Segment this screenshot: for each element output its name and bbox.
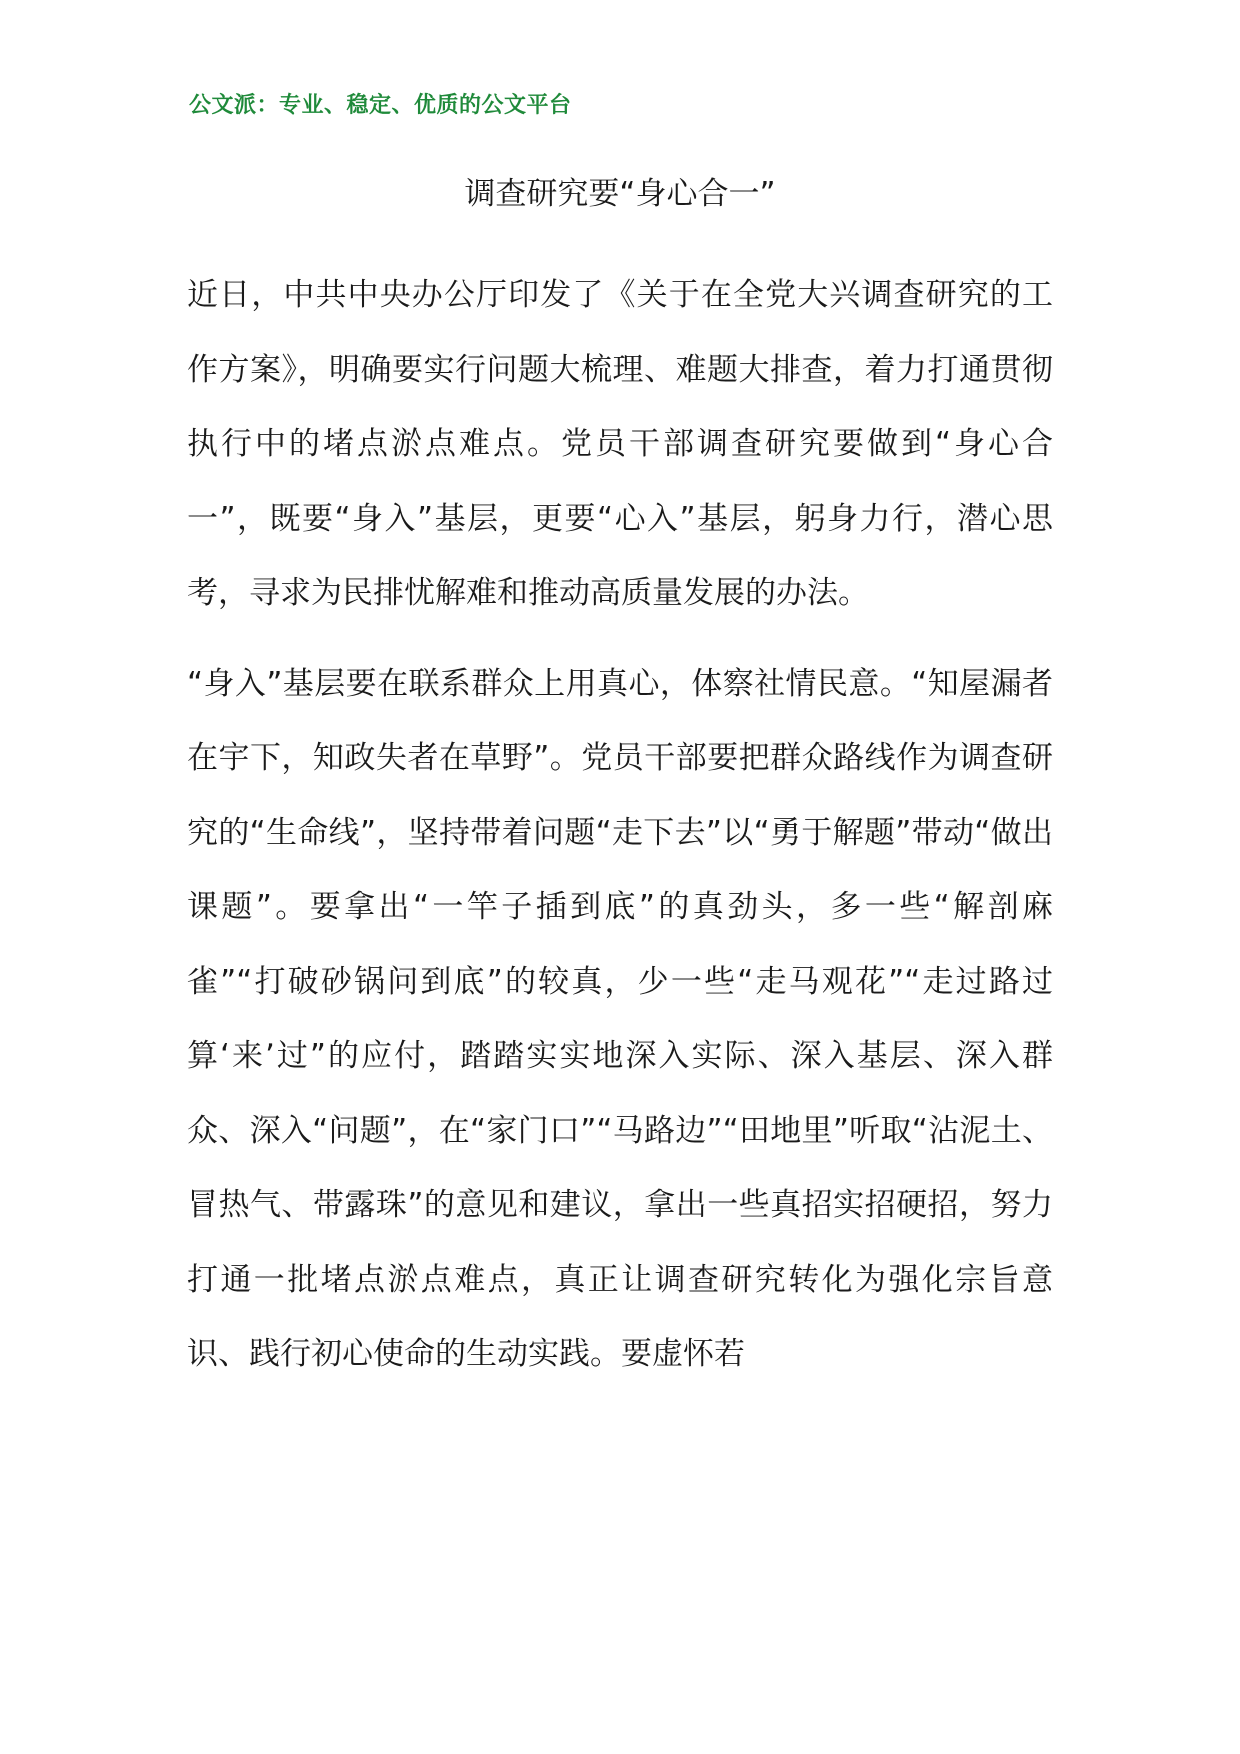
paragraph-1: 近日，中共中央办公厅印发了《关于在全党大兴调查研究的工作方案》，明确要实行问题大梳理、难题大排查，着力打通贯彻执行中的堵点淤点难点。党员干部调查研究要做到“身心合一”，既要“身入”基层，更要“心入”基层，躬身力行，潜心思考，寻求为民排忧解难和推动高质量发展的办法。 <box>187 277 1053 611</box>
document-body <box>187 258 1053 1408</box>
paragraph-2: “身入”基层要在联系群众上用真心，体察社情民意。“知屋漏者在宇下，知政失者在草野”。党员干部要把群众路线作为调查研究的“生命线”，坚持带着问题“走下去”以“勇于解题”带动“做出课题”。要拿出“一竿子插到底”的真劲头，多一些“解剖麻雀”“打破砂锅问到底”的较真，少一些“走马观花”“走过路过算‘来’过”的应付，踏踏实实地深入实际、深入基层、深入群众、深入“问题”，在“家门口”“马路边”“田地里”听取“沾泥土、冒热气、带露珠”的意见和建议，拿出一些真招实招硬招，努力打通一批堵点淤点难点，真正让调查研究转化为强化宗旨意识、践行初心使命的生动实践。要虚怀若 <box>187 665 1053 1372</box>
document-title: 调查研究要“身心合一” <box>464 176 776 212</box>
platform-header: 公文派：专业、稳定、优质的公文平台 <box>189 92 572 118</box>
